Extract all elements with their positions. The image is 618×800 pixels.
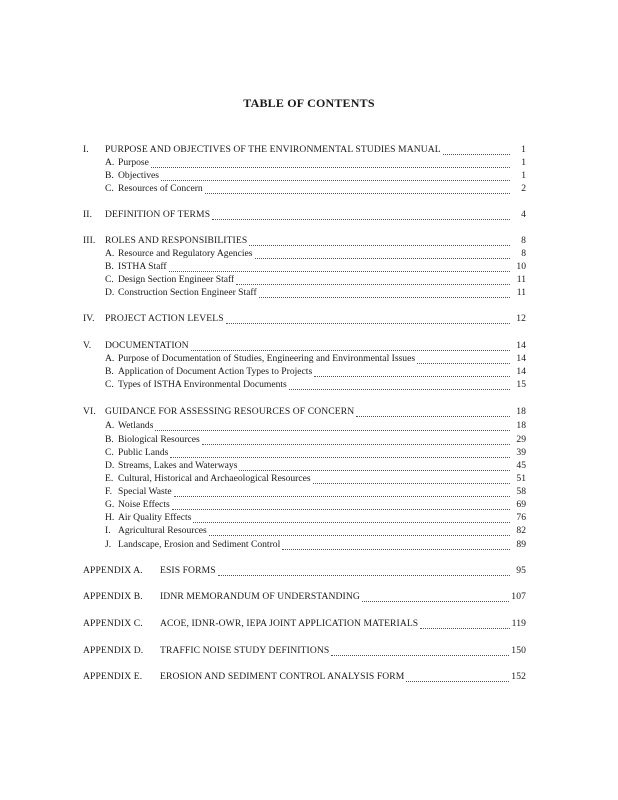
dot-leader	[313, 475, 510, 484]
subsection-title: ISTHA Staff	[118, 261, 167, 272]
subsection-title: Air Quality Effects	[118, 512, 192, 523]
dot-leader	[169, 263, 510, 272]
dot-leader	[161, 172, 510, 181]
dot-leader	[191, 342, 510, 351]
dot-leader	[282, 541, 510, 550]
dot-leader	[209, 527, 510, 536]
subsection-letter: C.	[105, 379, 114, 390]
dot-leader	[406, 673, 509, 682]
page-number: 4	[521, 209, 526, 220]
subsection-letter: A.	[105, 248, 115, 259]
toc-subsection-row	[83, 366, 526, 378]
page-number: 12	[516, 313, 526, 324]
dot-leader	[193, 514, 510, 523]
page-number: 82	[516, 525, 526, 536]
subsection-title: Design Section Engineer Staff	[118, 274, 235, 285]
toc-subsection-row	[83, 183, 526, 195]
toc-subsection-row	[83, 473, 526, 485]
section-title: GUIDANCE FOR ASSESSING RESOURCES OF CONCERN	[105, 406, 355, 417]
subsection-letter: G.	[105, 499, 115, 510]
page-number: 8	[521, 235, 526, 246]
page-number: 11	[516, 274, 526, 285]
page-number: 76	[516, 512, 526, 523]
subsection-letter: C.	[105, 183, 114, 194]
section-number: V.	[83, 340, 92, 351]
dot-leader	[289, 381, 510, 390]
dot-leader	[236, 276, 510, 285]
subsection-title: Purpose of Documentation of Studies, Engineering and Environmental Issues	[118, 353, 416, 364]
toc-section-row	[83, 144, 526, 156]
page-number: 2	[521, 183, 526, 194]
subsection-letter: A.	[105, 157, 115, 168]
dot-leader	[356, 408, 510, 417]
section-title: ROLES AND RESPONSIBILITIES	[105, 235, 248, 246]
appendix-key: APPENDIX C.	[83, 618, 143, 629]
dot-leader	[218, 567, 510, 576]
dot-leader	[420, 620, 509, 629]
page-number: 18	[516, 420, 526, 431]
subsection-letter: C.	[105, 447, 114, 458]
dot-leader	[151, 159, 510, 168]
subsection-letter: B.	[105, 170, 114, 181]
dot-leader	[362, 593, 509, 602]
page-number: 150	[511, 645, 526, 656]
subsection-title: Public Lands	[118, 447, 169, 458]
dot-leader	[259, 289, 510, 298]
page-number: 58	[516, 486, 526, 497]
subsection-title: Purpose	[118, 157, 149, 168]
page-number: 14	[516, 340, 526, 351]
subsection-letter: B.	[105, 434, 114, 445]
toc-subsection-row	[83, 157, 526, 169]
appendix-title: TRAFFIC NOISE STUDY DEFINITIONS	[160, 645, 330, 656]
toc-subsection-row	[83, 539, 526, 551]
dot-leader	[249, 237, 510, 246]
subsection-letter: B.	[105, 261, 114, 272]
section-number: III.	[83, 235, 96, 246]
dot-leader	[202, 436, 510, 445]
page-number: 14	[516, 353, 526, 364]
subsection-title: Special Waste	[118, 486, 172, 497]
subsection-title: Types of ISTHA Environmental Documents	[118, 379, 287, 390]
subsection-letter: J.	[105, 539, 112, 550]
page-number: 1	[521, 144, 526, 155]
page-title: TABLE OF CONTENTS	[243, 96, 375, 110]
toc-section-row	[83, 209, 526, 221]
section-number: VI.	[83, 406, 96, 417]
dot-leader	[212, 211, 510, 220]
dot-leader	[170, 449, 510, 458]
toc-subsection-row	[83, 420, 526, 432]
dot-leader	[314, 368, 510, 377]
toc-subsection-row	[83, 447, 526, 459]
subsection-title: Application of Document Action Types to Projects	[118, 366, 313, 377]
toc-subsection-row	[83, 261, 526, 273]
subsection-letter: I.	[105, 525, 111, 536]
subsection-letter: B.	[105, 366, 114, 377]
section-title: PROJECT ACTION LEVELS	[105, 313, 224, 324]
dot-leader	[155, 422, 510, 431]
page-number: 69	[516, 499, 526, 510]
subsection-title: Wetlands	[118, 420, 154, 431]
subsection-letter: F.	[105, 486, 112, 497]
section-number: I.	[83, 144, 89, 155]
toc-appendix-row	[83, 671, 526, 683]
page-number: 1	[521, 170, 526, 181]
toc-subsection-row	[83, 170, 526, 182]
subsection-title: Objectives	[118, 170, 160, 181]
subsection-letter: D.	[105, 460, 115, 471]
toc-appendix-row	[83, 591, 526, 603]
appendix-key: APPENDIX B.	[83, 591, 143, 602]
toc-subsection-row	[83, 287, 526, 299]
toc-subsection-row	[83, 525, 526, 537]
dot-leader	[172, 501, 510, 510]
toc-subsection-row	[83, 248, 526, 260]
toc-subsection-row	[83, 274, 526, 286]
page-number: 39	[516, 447, 526, 458]
toc-section-row	[83, 406, 526, 418]
page-number: 1	[521, 157, 526, 168]
page-number: 95	[516, 565, 526, 576]
toc-section-row	[83, 340, 526, 352]
toc-subsection-row	[83, 460, 526, 472]
toc-section-row	[83, 313, 526, 325]
section-title: PURPOSE AND OBJECTIVES OF THE ENVIRONMENTAL STUDIES MANUAL	[105, 144, 441, 155]
toc-subsection-row	[83, 434, 526, 446]
subsection-title: Resources of Concern	[118, 183, 203, 194]
appendix-title: ESIS FORMS	[160, 565, 216, 576]
toc-subsection-row	[83, 486, 526, 498]
dot-leader	[443, 146, 510, 155]
appendix-key: APPENDIX A.	[83, 565, 143, 576]
dot-leader	[331, 647, 509, 656]
dot-leader	[239, 462, 510, 471]
section-title: DEFINITION OF TERMS	[105, 209, 211, 220]
page-number: 89	[516, 539, 526, 550]
page-number: 10	[516, 261, 526, 272]
page-number: 107	[511, 591, 526, 602]
toc-subsection-row	[83, 499, 526, 511]
toc-section-row	[83, 235, 526, 247]
subsection-title: Resource and Regulatory Agencies	[118, 248, 253, 259]
appendix-title: EROSION AND SEDIMENT CONTROL ANALYSIS FORM	[160, 671, 405, 682]
section-number: II.	[83, 209, 93, 220]
subsection-title: Agricultural Resources	[118, 525, 207, 536]
appendix-key: APPENDIX D.	[83, 645, 144, 656]
page-number: 29	[516, 434, 526, 445]
page-number: 8	[521, 248, 526, 259]
subsection-letter: A.	[105, 420, 115, 431]
page-number: 45	[516, 460, 526, 471]
dot-leader	[255, 250, 510, 259]
appendix-key: APPENDIX E.	[83, 671, 143, 682]
subsection-letter: D.	[105, 287, 115, 298]
toc-appendix-row	[83, 618, 526, 630]
dot-leader	[226, 315, 510, 324]
dot-leader	[174, 488, 510, 497]
appendix-title: ACOE, IDNR-OWR, IEPA JOINT APPLICATION MATERIALS	[160, 618, 419, 629]
section-title: DOCUMENTATION	[105, 340, 189, 351]
page-number: 11	[516, 287, 526, 298]
subsection-title: Streams, Lakes and Waterways	[118, 460, 238, 471]
subsection-letter: E.	[105, 473, 114, 484]
page-number: 119	[511, 618, 526, 629]
subsection-title: Landscape, Erosion and Sediment Control	[118, 539, 281, 550]
toc-subsection-row	[83, 353, 526, 365]
page-number: 51	[516, 473, 526, 484]
appendix-title: IDNR MEMORANDUM OF UNDERSTANDING	[160, 591, 360, 602]
subsection-title: Biological Resources	[118, 434, 200, 445]
subsection-letter: A.	[105, 353, 115, 364]
subsection-title: Noise Effects	[118, 499, 170, 510]
section-number: IV.	[83, 313, 95, 324]
dot-leader	[417, 355, 510, 364]
subsection-title: Cultural, Historical and Archaeological Resources	[118, 473, 311, 484]
toc-appendix-row	[83, 565, 526, 577]
toc-appendix-row	[83, 645, 526, 657]
dot-leader	[205, 185, 510, 194]
page-number: 152	[511, 671, 526, 682]
subsection-letter: C.	[105, 274, 114, 285]
subsection-title: Construction Section Engineer Staff	[118, 287, 257, 298]
subsection-letter: H.	[105, 512, 115, 523]
toc-subsection-row	[83, 512, 526, 524]
page-number: 18	[516, 406, 526, 417]
page-number: 14	[516, 366, 526, 377]
page-number: 15	[516, 379, 526, 390]
toc-subsection-row	[83, 379, 526, 391]
